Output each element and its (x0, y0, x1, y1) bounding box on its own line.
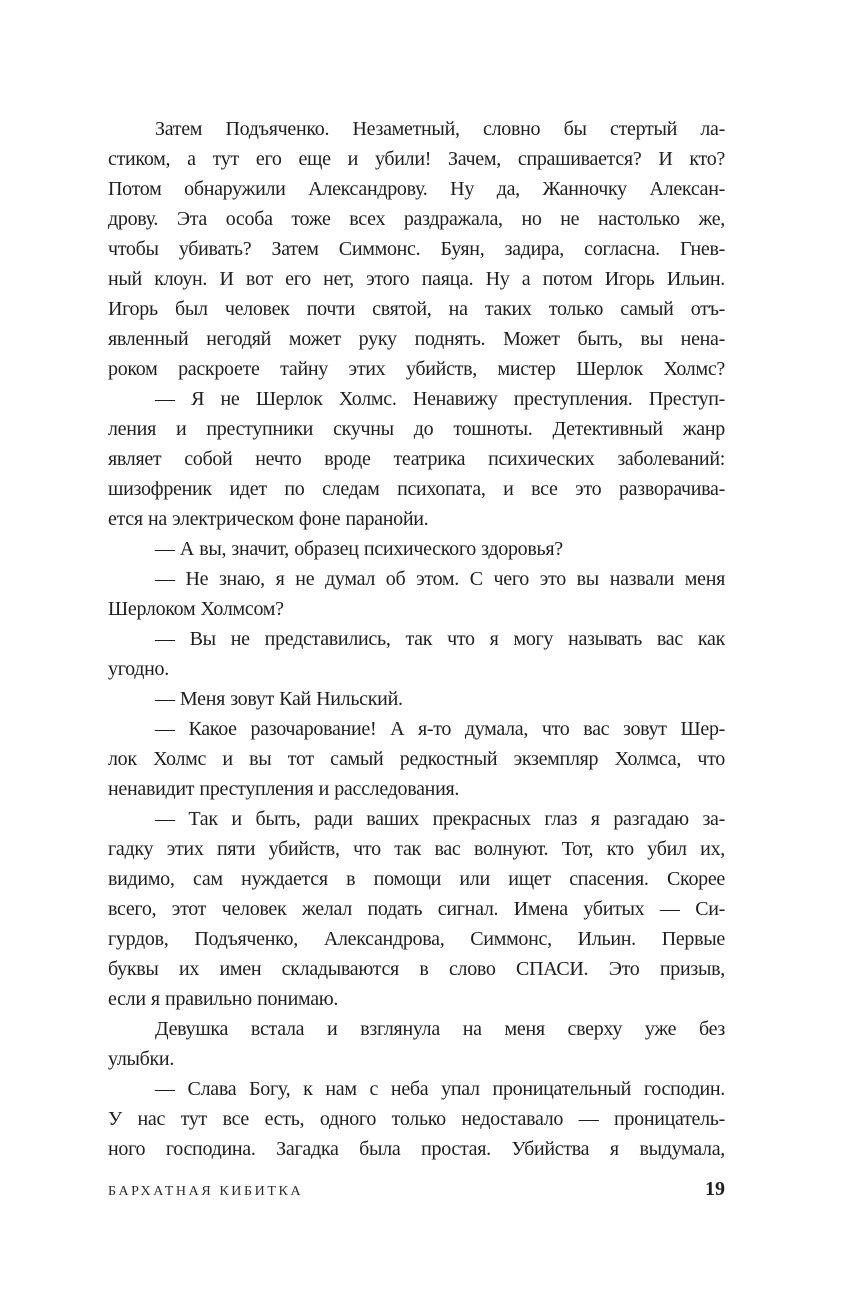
page-footer (108, 1179, 725, 1199)
text-line: Затем Подъяченко. Незаметный, словно бы стертый ла- (155, 118, 725, 140)
paragraph (108, 804, 725, 1014)
text-line: ный клоун. И вот его нет, этого паяца. Ну а потом Игорь Ильин. (108, 268, 725, 290)
text-line: гурдов, Подъяченко, Александрова, Симмонс, Ильин. Первые (108, 928, 725, 950)
text-line: явленный негодяй может руку поднять. Может быть, вы нена- (108, 328, 725, 350)
paragraph (108, 624, 725, 684)
text-line: угодно. (108, 658, 169, 680)
text-line: — Вы не представились, так что я могу называть вас как (155, 628, 725, 650)
text-line: — Не знаю, я не думал об этом. С чего это вы назвали меня (155, 568, 725, 590)
text-line: — Слава Богу, к нам с неба упал проницательный господин. (155, 1078, 725, 1100)
text-line: ления и преступники скучны до тошноты. Детективный жанр (108, 418, 725, 440)
text-line: всего, этот человек желал подать сигнал. Имена убитых — Си- (108, 898, 725, 920)
running-title: БАРХАТНАЯ КИБИТКА (108, 1184, 304, 1199)
paragraph (108, 114, 725, 384)
page-number: 19 (705, 1178, 725, 1200)
paragraph (108, 534, 725, 564)
text-line: — Я не Шерлок Холмс. Ненавижу преступления. Преступ- (155, 388, 725, 410)
paragraph (108, 384, 725, 534)
text-line: ного господина. Загадка была простая. Убийства я выдумала, (108, 1138, 725, 1160)
text-line: — Так и быть, ради ваших прекрасных глаз я разгадаю за- (155, 808, 725, 830)
text-line: У нас тут все есть, одного только недоставало — проницатель- (108, 1108, 725, 1130)
paragraph (108, 1014, 725, 1074)
text-line: Девушка встала и взглянула на меня сверху уже без (155, 1018, 725, 1040)
text-line: ненавидит преступления и расследования. (108, 778, 460, 800)
paragraph (108, 684, 725, 714)
paragraph (108, 564, 725, 624)
text-line: Игорь был человек почти святой, на таких только самый отъ- (108, 298, 725, 320)
paragraph (108, 714, 725, 804)
text-line: улыбки. (108, 1048, 175, 1070)
text-line: роком раскроете тайну этих убийств, мистер Шерлок Холмс? (108, 358, 725, 380)
text-line: Шерлоком Холмсом? (108, 598, 284, 620)
text-line: если я правильно понимаю. (108, 988, 339, 1010)
text-line: стиком, а тут его еще и убили! Зачем, спрашивается? И кто? (108, 148, 725, 170)
text-line: являет собой нечто вроде театрика психических заболеваний: (108, 448, 725, 470)
text-line: дрову. Эта особа тоже всех раздражала, но не настолько же, (108, 208, 725, 230)
text-line: Потом обнаружили Александрову. Ну да, Жанночку Алексан- (108, 178, 725, 200)
text-line: — А вы, значит, образец психического здоровья? (155, 538, 563, 560)
text-line: лок Холмс и вы тот самый редкостный экземпляр Холмса, что (108, 748, 725, 770)
text-line: ется на электрическом фоне паранойи. (108, 508, 429, 530)
text-line: буквы их имен складываются в слово СПАСИ. Это призыв, (108, 958, 725, 980)
text-line: — Какое разочарование! А я-то думала, что вас зовут Шер- (155, 718, 725, 740)
text-line: чтобы убивать? Затем Симмонс. Буян, задира, согласна. Гнев- (108, 238, 725, 260)
text-line: шизофреник идет по следам психопата, и все это разворачива- (108, 478, 725, 500)
page-text-block (108, 114, 725, 1164)
paragraph (108, 1074, 725, 1164)
text-line: — Меня зовут Кай Нильский. (155, 688, 403, 710)
text-line: видимо, сам нуждается в помощи или ищет спасения. Скорее (108, 868, 725, 890)
text-line: гадку этих пяти убийств, что так вас волнуют. Тот, кто убил их, (108, 838, 725, 860)
